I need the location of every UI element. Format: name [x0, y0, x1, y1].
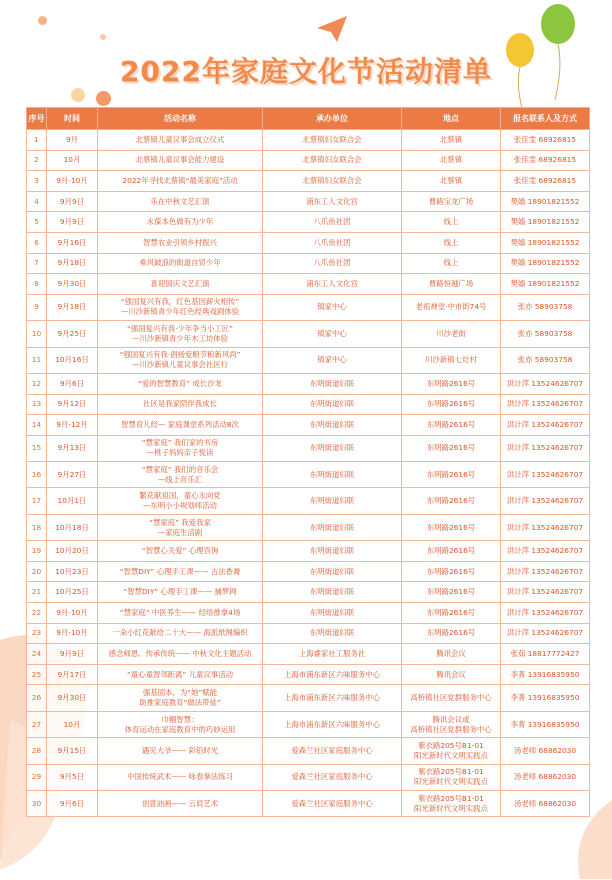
cell-contact: 张亦 58903758: [501, 294, 590, 320]
cell-place: 老祖禅堂·中市街74号: [402, 294, 501, 320]
cell-contact: 汤老师 68862030: [501, 790, 590, 816]
table-row: [27, 603, 590, 624]
table-row: [27, 623, 590, 644]
cell-contact: 张亦 58903758: [501, 347, 590, 373]
cell-place: 东明路2616号: [402, 462, 501, 488]
table-row: [27, 130, 590, 151]
cell-contact: 汤老师 68862030: [501, 764, 590, 790]
cell-org: 东明街道妇联: [263, 582, 402, 603]
cell-contact: 张佳雯 68926815: [501, 150, 590, 171]
cell-org: 镇家中心: [263, 294, 402, 320]
cell-name: “智慧DIY” 心理手工课—— 古法香膏: [98, 561, 263, 582]
cell-org: 八爪鱼社团: [263, 212, 402, 233]
cell-contact: 樊嫱 18901821552: [501, 212, 590, 233]
cell-contact: 洪计萍 13524626707: [501, 415, 590, 436]
cell-no: 30: [27, 790, 47, 816]
cell-time: 9月6日: [47, 790, 98, 816]
cell-place: 东明路2616号: [402, 435, 501, 461]
cell-name: 智慧育儿经— 家庭课堂系列活动8次: [98, 415, 263, 436]
cell-no: 11: [27, 347, 47, 373]
cell-time: 9月17日: [47, 664, 98, 685]
table-row: [27, 232, 590, 253]
cell-no: 14: [27, 415, 47, 436]
cell-time: 9月18日: [47, 294, 98, 320]
cell-name: 感念师恩、传承传统—— 中秋文化主题活动: [98, 644, 263, 665]
cell-org: 八爪鱼社团: [263, 253, 402, 274]
cell-org: 上海市浦东新区六味服务中心: [263, 711, 402, 737]
cell-name: “强国复兴有我·少年争当小工匠” —川沙新镇青少年木工坊体验: [98, 321, 263, 347]
cell-org: 东明街道妇联: [263, 541, 402, 562]
cell-time: 9月27日: [47, 462, 98, 488]
cell-org: 东明街道妇联: [263, 462, 402, 488]
cell-org: 东明街道妇联: [263, 623, 402, 644]
table-row: [27, 321, 590, 347]
cell-name: 遇见大爷—— 彩铅时光: [98, 738, 263, 764]
cell-no: 19: [27, 541, 47, 562]
cell-no: 29: [27, 764, 47, 790]
table-row: [27, 488, 590, 514]
cell-contact: 李菁 13916835950: [501, 664, 590, 685]
cell-time: 9月30日: [47, 274, 98, 295]
cell-time: 9月15日: [47, 738, 98, 764]
cell-org: 东明街道妇联: [263, 373, 402, 394]
cell-time: 10月1日: [47, 488, 98, 514]
cell-org: 东明街道妇联: [263, 514, 402, 540]
cell-no: 6: [27, 232, 47, 253]
cell-name: 乘风破浪的街道自贸少年: [98, 253, 263, 274]
cell-no: 8: [27, 274, 47, 295]
cell-time: 9月25日: [47, 321, 98, 347]
cell-contact: 张亦 58903758: [501, 321, 590, 347]
cell-no: 4: [27, 191, 47, 212]
cell-name: “慧家庭” 中医养生—— 经络推拿4场: [98, 603, 263, 624]
cell-contact: 洪计萍 13524626707: [501, 541, 590, 562]
cell-no: 26: [27, 685, 47, 711]
page-title: 2022年家庭文化节活动清单: [120, 55, 492, 88]
cell-name: 北蔡镇儿童议事会能力建设: [98, 150, 263, 171]
header-time: 时间: [47, 108, 98, 130]
table-row: [27, 644, 590, 665]
cell-place: 北蔡镇: [402, 171, 501, 192]
cell-contact: 李菁 13916835950: [501, 685, 590, 711]
cell-place: 腾讯会议或 高桥镇社区党群服务中心: [402, 711, 501, 737]
cell-name: “慧家庭” 我们的音乐会 —线上音乐汇: [98, 462, 263, 488]
cell-time: 9月: [47, 130, 98, 151]
table-row: [27, 561, 590, 582]
cell-org: 浦东工人文化宫: [263, 274, 402, 295]
cell-name: “慧家庭” 我们家的书房 —桃子妈妈亲子悦读: [98, 435, 263, 461]
cell-org: 北蔡镇妇女联合会: [263, 150, 402, 171]
cell-place: 东明路2616号: [402, 603, 501, 624]
cell-org: 镇家中心: [263, 321, 402, 347]
cell-time: 9月16日: [47, 232, 98, 253]
cell-name: 强基固本，为“她”赋能 助推家庭教育“做法带徒”: [98, 685, 263, 711]
activity-table: [26, 107, 590, 817]
cell-name: “智慧心关爱” 心理咨询: [98, 541, 263, 562]
table-row: [27, 294, 590, 320]
table-row: [27, 373, 590, 394]
cell-place: 紫衣路205号B1-01 阳光新时代文明实践点: [402, 790, 501, 816]
table-row: [27, 582, 590, 603]
cell-name: “强国复兴有我，红色基因薪火相传” —川沙新镇青少年红色经典戏剧体验: [98, 294, 263, 320]
table-row: [27, 394, 590, 415]
cell-no: 27: [27, 711, 47, 737]
cell-no: 5: [27, 212, 47, 233]
cell-time: 9月-10月: [47, 171, 98, 192]
cell-place: 线上: [402, 212, 501, 233]
cell-org: 上海市浦东新区六味服务中心: [263, 664, 402, 685]
cell-contact: 洪计萍 13524626707: [501, 514, 590, 540]
cell-contact: 洪计萍 13524626707: [501, 603, 590, 624]
header-no: 序号: [27, 108, 47, 130]
cell-name: “慧家庭” 我爱我家 —家庭生活剧: [98, 514, 263, 540]
cell-org: 镇家中心: [263, 347, 402, 373]
cell-no: 10: [27, 321, 47, 347]
cell-org: 爱森兰社区家庭服务中心: [263, 790, 402, 816]
header-contact: 报名联系人及方式: [501, 108, 590, 130]
table-row: [27, 191, 590, 212]
cell-org: 东明街道妇联: [263, 603, 402, 624]
cell-name: 2022年寻找北蔡镇“最美家庭”活动: [98, 171, 263, 192]
cell-contact: 洪计萍 13524626707: [501, 623, 590, 644]
cell-time: 10月25日: [47, 582, 98, 603]
cell-org: 东明街道妇联: [263, 435, 402, 461]
cell-org: 爱森兰社区家庭服务中心: [263, 764, 402, 790]
table-row: [27, 738, 590, 764]
cell-contact: 李菁 13916835950: [501, 711, 590, 737]
table-row: [27, 415, 590, 436]
cell-no: 12: [27, 373, 47, 394]
table-row: [27, 171, 590, 192]
cell-no: 3: [27, 171, 47, 192]
cell-contact: 樊嫱 18901821552: [501, 232, 590, 253]
cell-place: 北蔡镇: [402, 150, 501, 171]
cell-time: 9月-10月: [47, 623, 98, 644]
cell-time: 9月-12月: [47, 415, 98, 436]
cell-time: 9月9日: [47, 191, 98, 212]
cell-place: 东明路2616号: [402, 623, 501, 644]
cell-contact: 洪计萍 13524626707: [501, 582, 590, 603]
cell-name: 北蔡镇儿童议事会成立仪式: [98, 130, 263, 151]
cell-time: 9月13日: [47, 435, 98, 461]
cell-contact: 洪计萍 13524626707: [501, 561, 590, 582]
table-row: [27, 347, 590, 373]
cell-name: 繁花献祖国，童心永向党 —东明小小规划师活动: [98, 488, 263, 514]
cell-name: “爱的智慧教育” 成长沙龙: [98, 373, 263, 394]
table-row: [27, 764, 590, 790]
cell-time: 10月16日: [47, 347, 98, 373]
cell-time: 10月23日: [47, 561, 98, 582]
cell-place: 东明路2616号: [402, 582, 501, 603]
cell-place: 东明路2616号: [402, 541, 501, 562]
cell-time: 9月5日: [47, 764, 98, 790]
cell-name: “智慧DIY” 心理手工课—— 捕梦网: [98, 582, 263, 603]
table-row: [27, 274, 590, 295]
cell-name: 一朵小红花献给二十大—— 海派纸绳编织: [98, 623, 263, 644]
cell-no: 9: [27, 294, 47, 320]
cell-place: 东明路2616号: [402, 394, 501, 415]
cell-no: 24: [27, 644, 47, 665]
cell-org: 东明街道妇联: [263, 561, 402, 582]
cell-org: 东明街道妇联: [263, 394, 402, 415]
cell-place: 曹路恒越广场: [402, 274, 501, 295]
cell-name: 乐在中秋文艺汇演: [98, 191, 263, 212]
cell-place: 北蔡镇: [402, 130, 501, 151]
table-row: [27, 790, 590, 816]
cell-place: 东明路2616号: [402, 415, 501, 436]
table-row: [27, 150, 590, 171]
cell-org: 上海市浦东新区六味服务中心: [263, 685, 402, 711]
paper-plane-icon: [315, 14, 349, 44]
cell-contact: 洪计萍 13524626707: [501, 394, 590, 415]
cell-time: 10月: [47, 150, 98, 171]
cell-org: 上海睿家社工服务社: [263, 644, 402, 665]
cell-place: 线上: [402, 253, 501, 274]
table-row: [27, 685, 590, 711]
cell-time: 9月12日: [47, 394, 98, 415]
cell-org: 北蔡镇妇女联合会: [263, 130, 402, 151]
table-row: [27, 253, 590, 274]
cell-time: 10月20日: [47, 541, 98, 562]
cell-contact: 张茹 18817772427: [501, 644, 590, 665]
table-row: [27, 541, 590, 562]
cell-name: 喜迎国庆文艺汇演: [98, 274, 263, 295]
cell-time: 10月: [47, 711, 98, 737]
header-org: 承办单位: [263, 108, 402, 130]
decor-dot: [38, 16, 47, 25]
table-header-row: [27, 108, 590, 130]
cell-place: 高桥镇社区党群服务中心: [402, 685, 501, 711]
cell-no: 22: [27, 603, 47, 624]
cell-name: “童心童智邻距离” 儿童议事活动: [98, 664, 263, 685]
cell-time: 9月18日: [47, 253, 98, 274]
cell-place: 东明路2616号: [402, 514, 501, 540]
table-row: [27, 212, 590, 233]
cell-no: 7: [27, 253, 47, 274]
header-name: 活动名称: [98, 108, 263, 130]
cell-place: 东明路2616号: [402, 373, 501, 394]
cell-contact: 樊嫱 18901821552: [501, 253, 590, 274]
cell-org: 八爪鱼社团: [263, 232, 402, 253]
cell-place: 东明路2616号: [402, 561, 501, 582]
cell-org: 北蔡镇妇女联合会: [263, 171, 402, 192]
cell-name: 创意油画—— 云肩艺术: [98, 790, 263, 816]
cell-contact: 樊嫱 18901821552: [501, 191, 590, 212]
cell-place: 腾讯会议: [402, 644, 501, 665]
cell-no: 17: [27, 488, 47, 514]
table-row: [27, 462, 590, 488]
cell-no: 23: [27, 623, 47, 644]
header-place: 地点: [402, 108, 501, 130]
cell-no: 2: [27, 150, 47, 171]
decor-dot: [100, 34, 106, 40]
cell-contact: 洪计萍 13524626707: [501, 435, 590, 461]
cell-contact: 洪计萍 13524626707: [501, 462, 590, 488]
cell-name: 永葆本色做有为少年: [98, 212, 263, 233]
cell-time: 9月-10月: [47, 603, 98, 624]
table-row: [27, 514, 590, 540]
cell-name: “强国复兴有我·倡扬爱粮节粮新风尚” —川沙新镇儿童议事会社区行: [98, 347, 263, 373]
cell-time: 9月9日: [47, 212, 98, 233]
cell-contact: 张佳雯 68926815: [501, 130, 590, 151]
cell-contact: 汤老师 68862030: [501, 738, 590, 764]
cell-no: 28: [27, 738, 47, 764]
cell-place: 紫衣路205号B1-01 阳光新时代文明实践点: [402, 738, 501, 764]
cell-no: 16: [27, 462, 47, 488]
table-row: [27, 664, 590, 685]
cell-contact: 张佳雯 68926815: [501, 171, 590, 192]
cell-name: 社区是我家陪伴我成长: [98, 394, 263, 415]
cell-contact: 洪计萍 13524626707: [501, 488, 590, 514]
cell-no: 15: [27, 435, 47, 461]
cell-contact: 洪计萍 13524626707: [501, 373, 590, 394]
cell-place: 东明路2616号: [402, 488, 501, 514]
cell-no: 18: [27, 514, 47, 540]
decor-dot: [71, 88, 85, 102]
cell-org: 爱森兰社区家庭服务中心: [263, 738, 402, 764]
cell-name: 中国传统武术—— 咏春拳法练习: [98, 764, 263, 790]
cell-org: 东明街道妇联: [263, 488, 402, 514]
cell-org: 浦东工人文化宫: [263, 191, 402, 212]
table-row: [27, 435, 590, 461]
cell-place: 线上: [402, 232, 501, 253]
cell-time: 9月6日: [47, 373, 98, 394]
cell-no: 13: [27, 394, 47, 415]
cell-place: 川沙新镇七灶村: [402, 347, 501, 373]
cell-time: 10月18日: [47, 514, 98, 540]
cell-place: 紫衣路205号B1-01 阳光新时代文明实践点: [402, 764, 501, 790]
cell-org: 东明街道妇联: [263, 415, 402, 436]
cell-place: 腾讯会议: [402, 664, 501, 685]
cell-place: 川沙老街: [402, 321, 501, 347]
cell-contact: 樊嫱 18901821552: [501, 274, 590, 295]
cell-name: 巾帼智慧： 体育运动在家庭教育中的巧妙运用: [98, 711, 263, 737]
decor-dot: [96, 91, 111, 106]
cell-time: 9月9日: [47, 644, 98, 665]
cell-place: 曹路宝龙广场: [402, 191, 501, 212]
cell-no: 25: [27, 664, 47, 685]
cell-time: 9月30日: [47, 685, 98, 711]
table-row: [27, 711, 590, 737]
cell-name: 智慧农业引领乡村振兴: [98, 232, 263, 253]
cell-no: 20: [27, 561, 47, 582]
cell-no: 1: [27, 130, 47, 151]
cell-no: 21: [27, 582, 47, 603]
